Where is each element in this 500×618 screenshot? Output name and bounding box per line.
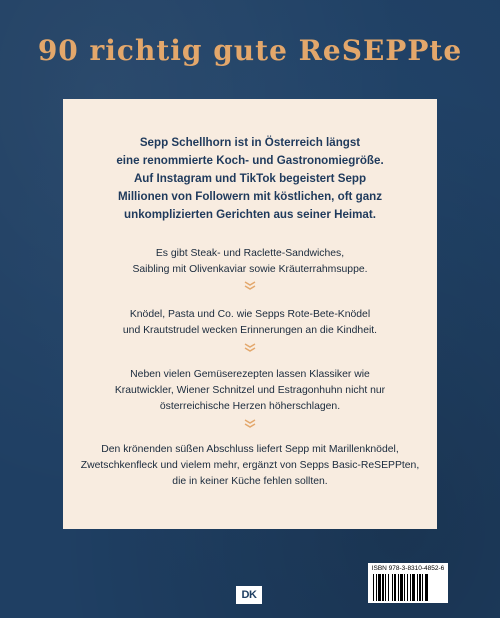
barcode-icon xyxy=(373,574,443,601)
isbn-barcode xyxy=(368,563,448,603)
intro-line: eine renommierte Koch- und Gastronomiegröße. xyxy=(116,154,384,167)
paragraph-klassiker xyxy=(63,367,437,415)
paragraph-line: Knödel, Pasta und Co. wie Sepps Rote-Bete-Knödel xyxy=(129,309,371,320)
paragraph-line: österreichische Herzen höherschlagen. xyxy=(159,401,341,412)
double-chevron-down-icon xyxy=(244,419,256,429)
paragraph-line: Neben vielen Gemüserezepten lassen Klassiker wie xyxy=(130,369,370,380)
paragraph-line: Den krönenden süßen Abschluss liefert Sepp mit Marillenknödel, xyxy=(101,444,399,455)
intro-line: unkomplizierten Gerichten aus seiner Heimat. xyxy=(124,208,376,221)
paragraph-abschluss xyxy=(63,442,437,490)
publisher-logo xyxy=(236,586,262,604)
double-chevron-down-icon xyxy=(244,343,256,353)
paragraph-line: Krautwickler, Wiener Schnitzel und Estragonhuhn nicht nur xyxy=(114,385,386,396)
intro-line: Auf Instagram und TikTok begeistert Sepp xyxy=(133,172,367,185)
paragraph-line: Saibling mit Olivenkaviar sowie Kräuterrahmsuppe. xyxy=(132,264,368,275)
isbn-number: ISBN 978-3-8310-4852-6 xyxy=(371,565,445,572)
paragraph-line: Zwetschkenfleck und vielem mehr, ergänzt von Sepps Basic-ReSEPPten, xyxy=(80,460,420,471)
paragraph-sandwiches xyxy=(63,246,437,278)
double-chevron-down-icon xyxy=(244,281,256,291)
book-title: 90 richtig gute ReSEPPte xyxy=(37,34,463,67)
intro-line: Millionen von Followern mit köstlichen, oft ganz xyxy=(117,190,383,203)
paragraph-line: die in keiner Küche fehlen sollten. xyxy=(172,476,328,487)
publisher-logo-text: DK xyxy=(241,589,257,601)
intro-paragraph xyxy=(63,134,437,224)
paragraph-knoedel xyxy=(63,307,437,339)
paragraph-line: und Krautstrudel wecken Erinnerungen an die Kindheit. xyxy=(122,325,378,336)
intro-line: Sepp Schellhorn ist in Österreich längst xyxy=(139,136,361,149)
blurb-panel xyxy=(63,99,437,529)
paragraph-line: Es gibt Steak- und Raclette-Sandwiches, xyxy=(155,248,345,259)
